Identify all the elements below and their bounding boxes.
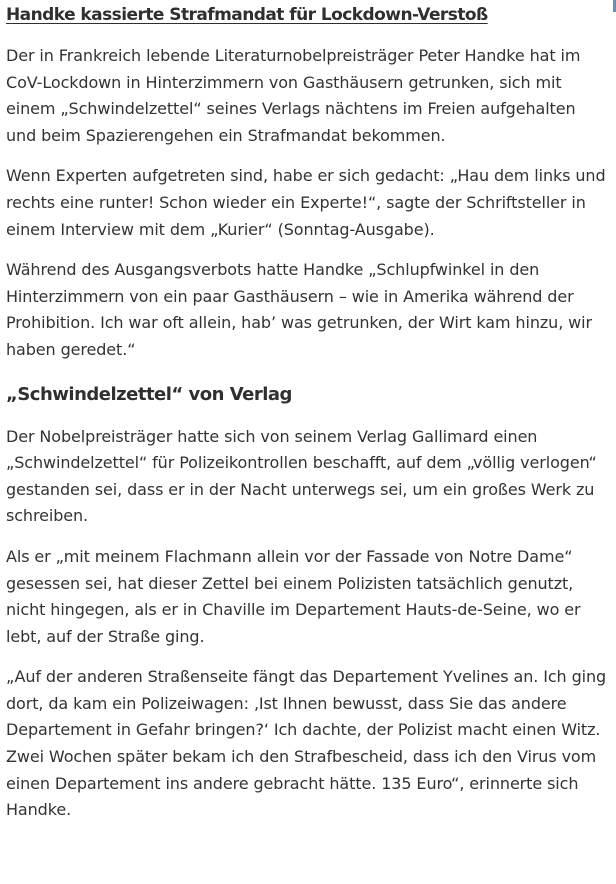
article-paragraph-6: „Auf der anderen Straßenseite fängt das Departement Yvelines an. Ich ging dort, da kam ein Polizeiwagen: ‚Ist Ihnen bewusst, dass Sie das andere Departement in Gefahr bringen?‘ Ich dachte, der Polizist macht einen Witz. Zwei Wochen später bekam ich den Strafbescheid, dass ich den Virus vom einen Departement ins andere gebracht hätte. 135 Euro“, erinnerte sich Handke. <box>6 667 607 820</box>
article-paragraph-2: Wenn Experten aufgetreten sind, habe er sich gedacht: „Hau dem links und rechts eine runter! Schon wieder ein Experte!“, sagte der Schriftsteller in einem Interview mit dem „Kurier“ (Sonntag-Ausgabe). <box>6 166 606 239</box>
section-subheading: „Schwindelzettel“ von Verlag <box>6 383 292 405</box>
article-headline[interactable]: Handke kassierte Strafmandat für Lockdown-Verstoß <box>6 5 488 25</box>
article-paragraph-5: Als er „mit meinem Flachmann allein vor der Fassade von Notre Dame“ gesessen sei, hat dieser Zettel bei einem Polizisten tatsächlich genutzt, nicht hingegen, als er in Chaville im Departement Hauts-de-Seine, wo er lebt, auf der Straße ging. <box>6 546 581 646</box>
article-paragraph-3: Während des Ausgangsverbots hatte Handke „Schlupfwinkel in den Hinterzimmern von ein paar Gasthäusern – wie in Amerika während der Prohibition. Ich war oft allein, hab’ was getrunken, der Wirt kam hinzu, wir haben geredet.“ <box>6 260 592 359</box>
article-paragraph-4: Der Nobelpreisträger hatte sich von seinem Verlag Gallimard einen „Schwindelzettel“ für Polizeikontrollen beschafft, auf dem „völlig verlogen“ gestanden sei, dass er in der Nacht unterwegs sei, um ein großes Werk zu schreiben. <box>6 426 597 526</box>
article-paragraph-1: Der in Frankreich lebende Literaturnobelpreisträger Peter Handke hat im CoV-Lockdown in Hinterzimmern von Gasthäusern getrunken, sich mit einem „Schwindelzettel“ seines Verlags nächtens im Freien aufgehalten und beim Spazierengehen ein Strafmandat bekommen. <box>6 46 581 145</box>
article <box>6 0 610 824</box>
